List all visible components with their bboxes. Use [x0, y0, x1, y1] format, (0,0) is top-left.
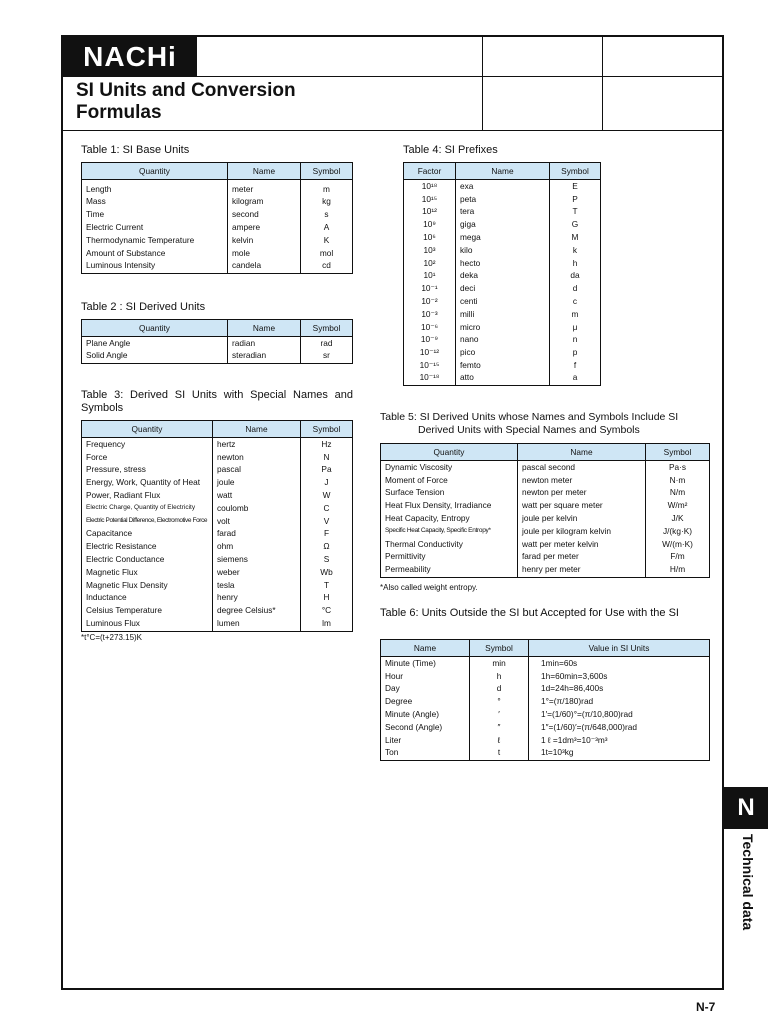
symbol-cell: S: [301, 553, 353, 566]
quantity-cell: Capacitance: [82, 527, 213, 540]
table6: [380, 639, 710, 761]
table-header: Name: [456, 163, 550, 180]
symbol-cell: ″: [470, 720, 529, 733]
name-cell: coulomb: [213, 501, 301, 514]
symbol-cell: min: [470, 657, 529, 670]
symbol-cell: F: [301, 527, 353, 540]
name-cell: Liter: [381, 733, 470, 746]
table-header: Name: [518, 444, 646, 461]
name-cell: watt per square meter: [518, 499, 646, 512]
section-label: Technical data: [740, 834, 756, 931]
table-row: [404, 256, 601, 269]
name-cell: henry per meter: [518, 563, 646, 578]
symbol-cell: N·m: [646, 473, 710, 486]
name-cell: kilo: [456, 243, 550, 256]
name-cell: second: [228, 208, 301, 221]
quantity-cell: Plane Angle: [82, 337, 228, 350]
table-row: [404, 180, 601, 193]
symbol-cell: H: [301, 591, 353, 604]
name-cell: tera: [456, 205, 550, 218]
table-row: [82, 591, 353, 604]
name-cell: milli: [456, 307, 550, 320]
quantity-cell: Moment of Force: [381, 473, 518, 486]
quantity-cell: Length: [82, 180, 228, 196]
symbol-cell: f: [550, 359, 601, 372]
table-header: Symbol: [550, 163, 601, 180]
table-row: [82, 463, 353, 476]
table2-caption: Table 2 : SI Derived Units: [81, 301, 206, 313]
table-row: [82, 489, 353, 502]
name-cell: newton meter: [518, 473, 646, 486]
symbol-cell: m: [550, 307, 601, 320]
table1: [81, 162, 353, 274]
table-row: [404, 282, 601, 295]
table-row: [82, 450, 353, 463]
quantity-cell: Surface Tension: [381, 486, 518, 499]
symbol-cell: W/(m·K): [646, 537, 710, 550]
symbol-cell: W/m²: [646, 499, 710, 512]
quantity-cell: Electric Charge, Quantity of Electricity: [82, 501, 213, 514]
quantity-cell: Magnetic Flux Density: [82, 578, 213, 591]
table-row: [404, 346, 601, 359]
name-cell: weber: [213, 565, 301, 578]
name-cell: hertz: [213, 438, 301, 451]
factor-cell: 10²: [404, 256, 456, 269]
name-cell: pico: [456, 346, 550, 359]
table6-caption: Table 6: Units Outside the SI but Accepted for Use with the SI: [380, 607, 679, 619]
quantity-cell: Pressure, stress: [82, 463, 213, 476]
name-cell: meter: [228, 180, 301, 196]
quantity-cell: Inductance: [82, 591, 213, 604]
quantity-cell: Force: [82, 450, 213, 463]
table1-caption: Table 1: SI Base Units: [81, 144, 190, 156]
name-cell: centi: [456, 295, 550, 308]
name-cell: watt: [213, 489, 301, 502]
symbol-cell: H/m: [646, 563, 710, 578]
table-header: Name: [213, 421, 301, 438]
name-cell: micro: [456, 320, 550, 333]
table-row: [82, 501, 353, 514]
symbol-cell: mol: [301, 246, 353, 259]
factor-cell: 10⁻¹: [404, 282, 456, 295]
table3: [81, 420, 353, 632]
value-cell: 1min=60s: [529, 657, 710, 670]
table-row: [404, 295, 601, 308]
symbol-cell: c: [550, 295, 601, 308]
table-header: Quantity: [82, 163, 228, 180]
symbol-cell: p: [550, 346, 601, 359]
quantity-cell: Solid Angle: [82, 349, 228, 364]
quantity-cell: Mass: [82, 195, 228, 208]
name-cell: pascal second: [518, 461, 646, 474]
value-cell: 1t=10³kg: [529, 746, 710, 761]
table-row: [82, 578, 353, 591]
name-cell: deci: [456, 282, 550, 295]
symbol-cell: ′: [470, 708, 529, 721]
section-tab: N: [724, 787, 768, 829]
quantity-cell: Heat Flux Density, Irradiance: [381, 499, 518, 512]
quantity-cell: Heat Capacity, Entropy: [381, 512, 518, 525]
table-row: [404, 371, 601, 386]
quantity-cell: Permittivity: [381, 550, 518, 563]
symbol-cell: P: [550, 192, 601, 205]
table5: [380, 443, 710, 578]
table-row: [381, 550, 710, 563]
factor-cell: 10¹: [404, 269, 456, 282]
name-cell: nano: [456, 333, 550, 346]
quantity-cell: Luminous Flux: [82, 617, 213, 632]
table4-caption: Table 4: SI Prefixes: [403, 144, 498, 156]
symbol-cell: h: [470, 669, 529, 682]
factor-cell: 10⁹: [404, 218, 456, 231]
table-row: [381, 537, 710, 550]
value-cell: 1d=24h=86,400s: [529, 682, 710, 695]
symbol-cell: kg: [301, 195, 353, 208]
symbol-cell: Pa·s: [646, 461, 710, 474]
table3-footnote: *t°C=(t+273.15)K: [81, 633, 143, 642]
quantity-cell: Electric Conductance: [82, 553, 213, 566]
name-cell: candela: [228, 259, 301, 274]
symbol-cell: T: [550, 205, 601, 218]
table-header: Name: [228, 320, 301, 337]
name-cell: atto: [456, 371, 550, 386]
brand-logo: NACHi: [63, 37, 197, 76]
table-header: Name: [228, 163, 301, 180]
value-cell: 1′=(1/60)°=(π/10,800)rad: [529, 708, 710, 721]
table-header: Symbol: [646, 444, 710, 461]
quantity-cell: Luminous Intensity: [82, 259, 228, 274]
table-row: [82, 514, 353, 527]
name-cell: pascal: [213, 463, 301, 476]
quantity-cell: Electric Current: [82, 221, 228, 234]
quantity-cell: Celsius Temperature: [82, 604, 213, 617]
table-row: [82, 553, 353, 566]
table-row: [404, 231, 601, 244]
table-row: [381, 682, 710, 695]
symbol-cell: d: [470, 682, 529, 695]
symbol-cell: a: [550, 371, 601, 386]
header-col-2: [602, 35, 603, 131]
table-row: [381, 708, 710, 721]
table-row: [82, 208, 353, 221]
table-row: [381, 473, 710, 486]
symbol-cell: Hz: [301, 438, 353, 451]
name-cell: tesla: [213, 578, 301, 591]
symbol-cell: Ω: [301, 540, 353, 553]
factor-cell: 10⁻⁶: [404, 320, 456, 333]
symbol-cell: J: [301, 476, 353, 489]
quantity-cell: Thermodynamic Temperature: [82, 233, 228, 246]
name-cell: peta: [456, 192, 550, 205]
symbol-cell: Wb: [301, 565, 353, 578]
table-row: [381, 746, 710, 761]
quantity-cell: Permeability: [381, 563, 518, 578]
table-header: Quantity: [381, 444, 518, 461]
symbol-cell: C: [301, 501, 353, 514]
table4: [403, 162, 601, 386]
table-row: [82, 540, 353, 553]
symbol-cell: G: [550, 218, 601, 231]
name-cell: joule: [213, 476, 301, 489]
name-cell: henry: [213, 591, 301, 604]
name-cell: newton: [213, 450, 301, 463]
factor-cell: 10⁶: [404, 231, 456, 244]
name-cell: Ton: [381, 746, 470, 761]
name-cell: newton per meter: [518, 486, 646, 499]
page-title: SI Units and Conversion Formulas: [76, 80, 296, 123]
table-header: Factor: [404, 163, 456, 180]
quantity-cell: Frequency: [82, 438, 213, 451]
factor-cell: 10⁻¹⁸: [404, 371, 456, 386]
table-row: [82, 246, 353, 259]
symbol-cell: rad: [301, 337, 353, 350]
table-row: [404, 218, 601, 231]
table-row: [82, 259, 353, 274]
table-row: [82, 565, 353, 578]
table-row: [404, 307, 601, 320]
name-cell: steradian: [228, 349, 301, 364]
table-row: [82, 476, 353, 489]
header-bottom-line: [61, 130, 724, 131]
name-cell: kilogram: [228, 195, 301, 208]
symbol-cell: m: [301, 180, 353, 196]
table-row: [404, 192, 601, 205]
symbol-cell: W: [301, 489, 353, 502]
quantity-cell: Power, Radiant Flux: [82, 489, 213, 502]
table-row: [404, 320, 601, 333]
name-cell: volt: [213, 514, 301, 527]
quantity-cell: Amount of Substance: [82, 246, 228, 259]
symbol-cell: J/(kg·K): [646, 524, 710, 537]
table-row: [82, 617, 353, 632]
name-cell: kelvin: [228, 233, 301, 246]
symbol-cell: da: [550, 269, 601, 282]
name-cell: siemens: [213, 553, 301, 566]
factor-cell: 10³: [404, 243, 456, 256]
table-row: [381, 461, 710, 474]
quantity-cell: Dynamic Viscosity: [381, 461, 518, 474]
name-cell: joule per kelvin: [518, 512, 646, 525]
symbol-cell: J/K: [646, 512, 710, 525]
symbol-cell: d: [550, 282, 601, 295]
name-cell: mole: [228, 246, 301, 259]
symbol-cell: N: [301, 450, 353, 463]
value-cell: 1h=60min=3,600s: [529, 669, 710, 682]
table-row: [381, 695, 710, 708]
header-divider: [61, 76, 724, 77]
factor-cell: 10⁻¹²: [404, 346, 456, 359]
factor-cell: 10¹⁵: [404, 192, 456, 205]
symbol-cell: cd: [301, 259, 353, 274]
table-header: Name: [381, 640, 470, 657]
symbol-cell: T: [301, 578, 353, 591]
table-row: [82, 233, 353, 246]
table-header: Symbol: [301, 320, 353, 337]
factor-cell: 10⁻⁹: [404, 333, 456, 346]
symbol-cell: n: [550, 333, 601, 346]
value-cell: 1 ℓ =1dm³=10⁻³m³: [529, 733, 710, 746]
page-number: N-7: [696, 1000, 716, 1014]
quantity-cell: Time: [82, 208, 228, 221]
factor-cell: 10⁻¹⁵: [404, 359, 456, 372]
name-cell: Minute (Time): [381, 657, 470, 670]
table-row: [82, 349, 353, 364]
symbol-cell: Pa: [301, 463, 353, 476]
table3-caption: Table 3: Derived SI Units with Special Names and Symbols: [81, 389, 353, 414]
name-cell: Minute (Angle): [381, 708, 470, 721]
symbol-cell: F/m: [646, 550, 710, 563]
table-row: [381, 524, 710, 537]
table-row: [381, 563, 710, 578]
quantity-cell: Specific Heat Capacity, Specific Entropy*: [381, 524, 518, 537]
table-row: [404, 243, 601, 256]
name-cell: Day: [381, 682, 470, 695]
table-row: [381, 486, 710, 499]
table-row: [381, 669, 710, 682]
table-row: [82, 527, 353, 540]
table-row: [381, 733, 710, 746]
name-cell: hecto: [456, 256, 550, 269]
name-cell: Hour: [381, 669, 470, 682]
symbol-cell: V: [301, 514, 353, 527]
symbol-cell: A: [301, 221, 353, 234]
table-row: [381, 720, 710, 733]
table-row: [82, 337, 353, 350]
value-cell: 1″=(1/60)′=(π/648,000)rad: [529, 720, 710, 733]
name-cell: Second (Angle): [381, 720, 470, 733]
table-header: Symbol: [301, 421, 353, 438]
name-cell: ampere: [228, 221, 301, 234]
table-row: [82, 195, 353, 208]
name-cell: femto: [456, 359, 550, 372]
table5-caption-text: Table 5: SI Derived Units whose Names and Symbols Include SI Derived Units with Special Names and Symbols: [380, 411, 679, 436]
quantity-cell: Energy, Work, Quantity of Heat: [82, 476, 213, 489]
table-row: [381, 512, 710, 525]
table-header: Value in SI Units: [529, 640, 710, 657]
name-cell: giga: [456, 218, 550, 231]
quantity-cell: Electric Potential Difference, Electromotive Force: [82, 514, 213, 527]
factor-cell: 10¹⁸: [404, 180, 456, 193]
symbol-cell: t: [470, 746, 529, 761]
table-row: [82, 438, 353, 451]
symbol-cell: h: [550, 256, 601, 269]
table-row: [82, 604, 353, 617]
name-cell: farad per meter: [518, 550, 646, 563]
quantity-cell: Thermal Conductivity: [381, 537, 518, 550]
symbol-cell: E: [550, 180, 601, 193]
name-cell: farad: [213, 527, 301, 540]
table-row: [82, 180, 353, 196]
symbol-cell: k: [550, 243, 601, 256]
table-header: Symbol: [470, 640, 529, 657]
table-row: [404, 333, 601, 346]
name-cell: radian: [228, 337, 301, 350]
table-row: [381, 657, 710, 670]
name-cell: deka: [456, 269, 550, 282]
table-row: [404, 269, 601, 282]
name-cell: degree Celsius*: [213, 604, 301, 617]
quantity-cell: Magnetic Flux: [82, 565, 213, 578]
symbol-cell: sr: [301, 349, 353, 364]
table-row: [404, 359, 601, 372]
symbol-cell: °C: [301, 604, 353, 617]
factor-cell: 10¹²: [404, 205, 456, 218]
name-cell: lumen: [213, 617, 301, 632]
symbol-cell: °: [470, 695, 529, 708]
name-cell: ohm: [213, 540, 301, 553]
table-header: Quantity: [82, 421, 213, 438]
symbol-cell: M: [550, 231, 601, 244]
symbol-cell: ℓ: [470, 733, 529, 746]
table-header: Quantity: [82, 320, 228, 337]
value-cell: 1°=(π/180)rad: [529, 695, 710, 708]
symbol-cell: N/m: [646, 486, 710, 499]
table-row: [82, 221, 353, 234]
name-cell: exa: [456, 180, 550, 193]
table5-caption: [380, 411, 710, 437]
table-row: [404, 205, 601, 218]
quantity-cell: Electric Resistance: [82, 540, 213, 553]
name-cell: mega: [456, 231, 550, 244]
table2: [81, 319, 353, 364]
symbol-cell: μ: [550, 320, 601, 333]
factor-cell: 10⁻²: [404, 295, 456, 308]
symbol-cell: s: [301, 208, 353, 221]
factor-cell: 10⁻³: [404, 307, 456, 320]
symbol-cell: lm: [301, 617, 353, 632]
name-cell: joule per kilogram kelvin: [518, 524, 646, 537]
name-cell: Degree: [381, 695, 470, 708]
table5-footnote: *Also called weight entropy.: [380, 583, 478, 592]
table-row: [381, 499, 710, 512]
name-cell: watt per meter kelvin: [518, 537, 646, 550]
table-header: Symbol: [301, 163, 353, 180]
symbol-cell: K: [301, 233, 353, 246]
header-col-1: [482, 35, 483, 131]
